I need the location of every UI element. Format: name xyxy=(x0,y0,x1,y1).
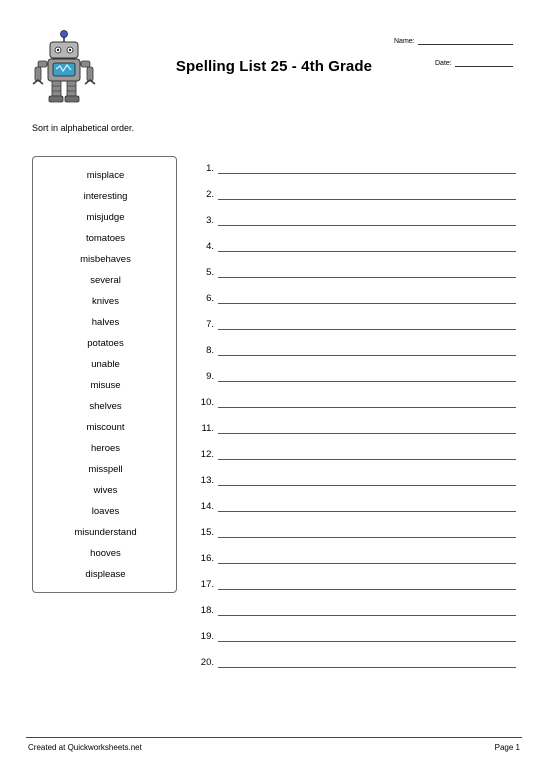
answer-line[interactable] xyxy=(218,329,516,330)
answer-line[interactable] xyxy=(218,251,516,252)
word-item: misjudge xyxy=(86,212,125,223)
answer-line[interactable] xyxy=(218,433,516,434)
word-item: displease xyxy=(85,569,126,580)
footer-page-number: Page 1 xyxy=(494,743,520,752)
answer-number: 3. xyxy=(206,215,214,226)
answer-number: 12. xyxy=(200,449,214,460)
footer-credit: Created at Quickworksheets.net xyxy=(28,743,142,752)
answer-line[interactable] xyxy=(218,355,516,356)
answer-number: 10. xyxy=(200,397,214,408)
answer-line[interactable] xyxy=(218,485,516,486)
word-item: miscount xyxy=(86,422,125,433)
word-item: potatoes xyxy=(87,338,124,349)
answer-number: 17. xyxy=(200,579,214,590)
page-title: Spelling List 25 - 4th Grade xyxy=(175,58,373,75)
footer-divider xyxy=(26,737,522,738)
word-item: misspell xyxy=(88,464,123,475)
answer-number: 9. xyxy=(206,371,214,382)
answer-number: 14. xyxy=(200,501,214,512)
name-line[interactable] xyxy=(418,38,513,45)
answer-number: 8. xyxy=(206,345,214,356)
answer-line[interactable] xyxy=(218,537,516,538)
answer-number: 6. xyxy=(206,293,214,304)
date-field[interactable] xyxy=(435,60,513,67)
answer-number: 18. xyxy=(200,605,214,616)
answer-number: 2. xyxy=(206,189,214,200)
word-item: misbehaves xyxy=(80,254,131,265)
answer-line[interactable] xyxy=(218,641,516,642)
word-item: unable xyxy=(91,359,120,370)
answer-line[interactable] xyxy=(218,589,516,590)
word-item: wives xyxy=(93,485,118,496)
word-item: loaves xyxy=(91,506,120,517)
answer-line[interactable] xyxy=(218,225,516,226)
word-item: misuse xyxy=(90,380,121,391)
answer-number: 5. xyxy=(206,267,214,278)
answer-number: 16. xyxy=(200,553,214,564)
answer-line[interactable] xyxy=(218,303,516,304)
date-label: Date: xyxy=(435,60,452,67)
answer-line[interactable] xyxy=(218,511,516,512)
word-item: interesting xyxy=(83,191,128,202)
answer-line[interactable] xyxy=(218,459,516,460)
answer-line[interactable] xyxy=(218,667,516,668)
answer-number: 7. xyxy=(206,319,214,330)
answer-line[interactable] xyxy=(218,277,516,278)
word-item: tomatoes xyxy=(85,233,126,244)
word-item: misunderstand xyxy=(74,527,137,538)
word-item: hooves xyxy=(90,548,121,559)
instructions: Sort in alphabetical order. xyxy=(32,123,135,133)
word-item: shelves xyxy=(89,401,122,412)
answer-line[interactable] xyxy=(218,199,516,200)
word-item: heroes xyxy=(90,443,121,454)
answer-number: 15. xyxy=(200,527,214,538)
name-field[interactable] xyxy=(394,38,513,45)
answer-line[interactable] xyxy=(218,407,516,408)
answer-number: 13. xyxy=(200,475,214,486)
word-item: halves xyxy=(91,317,120,328)
answer-number: 11. xyxy=(201,423,214,434)
answer-line[interactable] xyxy=(218,615,516,616)
answer-number: 19. xyxy=(200,631,214,642)
answer-number: 4. xyxy=(206,241,214,252)
answer-number: 1. xyxy=(206,163,214,174)
word-item: knives xyxy=(92,296,119,307)
answer-line[interactable] xyxy=(218,173,516,174)
date-line[interactable] xyxy=(455,60,513,67)
answer-line[interactable] xyxy=(218,381,516,382)
word-item: misplace xyxy=(86,170,125,181)
word-item: several xyxy=(90,275,121,286)
answer-line[interactable] xyxy=(218,563,516,564)
answer-number: 20. xyxy=(200,657,214,668)
name-label: Name: xyxy=(394,38,415,45)
